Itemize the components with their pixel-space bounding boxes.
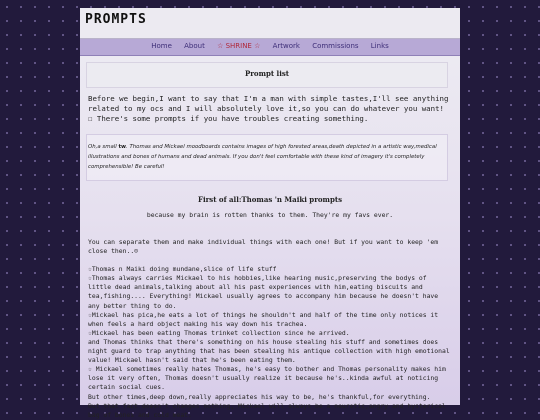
- page-title: Prompt list: [244, 69, 290, 78]
- prompt-list: [88, 238, 452, 420]
- nav-home-link[interactable]: Home: [151, 42, 172, 50]
- prompt-item: ☆Mickael has pica,he eats a lot of things he shouldn't and half of the time only notices it when feels a hard object making his way down his trachea.: [88, 310, 439, 328]
- prompt-item: But that fact doesn't changes nothing, Mickael will always be a neurotic,angry and hysterical bag of bones and cold meat.: [88, 401, 446, 419]
- section-title: First of all:Thomas 'n Maiki prompts: [197, 195, 343, 204]
- page-frame: [80, 8, 460, 419]
- prompt-item: ☆ Mickael sometimes really hates Thomas, he's easy to bother and Thomas personality makes him lose it very often, Thomas doesn't usually realize it because he's..kinda awful at noticing certain social cues.: [88, 365, 446, 392]
- nav-commissions-link[interactable]: Commissions: [312, 42, 359, 50]
- separate-note: You can separate them and make individual things with each one! But if you want to keep 'em close then..☺: [88, 238, 439, 256]
- site-title: PROMPTS: [85, 12, 147, 27]
- prompt-item: ☆Thomas n Maiki doing mundane,slice of life stuff: [88, 265, 277, 274]
- prompt-item: ☆Mickael has been eating Thomas trinket collection since he arrived.: [88, 328, 350, 337]
- nav-about-link[interactable]: About: [184, 42, 205, 50]
- page-title-box: [86, 62, 448, 88]
- nav-bar: [80, 39, 460, 56]
- section-note: because my brain is rotten thanks to them. They're my favs ever.: [146, 211, 394, 219]
- prompt-item: But other times,deep down,really appreciates his way to be, he's thankful,for everything.: [88, 392, 431, 401]
- main-content: [80, 56, 460, 419]
- nav-artwork-link[interactable]: Artwork: [272, 42, 300, 50]
- warning-lead: Oh,a small: [88, 144, 119, 150]
- site-header: [80, 8, 460, 39]
- nav-links-link[interactable]: Links: [370, 42, 389, 50]
- warning-tw: tw: [118, 144, 127, 150]
- trigger-warning: [88, 142, 450, 172]
- prompt-item: and Thomas thinks that there's something on his house stealing his stuff and sometimes does night guard to trap anything that has been stealing his antique collection with high emotional value! Mickael hasn't said that he's been eating them.: [88, 337, 450, 365]
- warning-text: . Thomas and Mickael moodboards contains images of high forested areas,death depicted in a artistic way,medical illustrations and bones of humans and dead animals. If you don't feel comfortable with these kind of imagery it's completely comprehensible! Be careful!: [88, 144, 437, 170]
- prompt-item: ☆Thomas always carries Mickael to his hobbies,like hearing music,preserving the bodys of little dead animals,talking about all his past experiences with him,eating biscuits and tea,fishing.... Everything! Mickael usually agrees to accompany him because he doesn't have any better thing to do.: [88, 274, 439, 310]
- nav-shrine-link[interactable]: ☆ SHRINE ☆: [217, 42, 261, 50]
- intro-paragraph: Before we begin,I want to say that I'm a man with simple tastes,I'll see anything related to my ocs and I will absolutely love it,so you can do whatever you want! ☐ There's some prompts if you have troubles creating something.: [88, 94, 449, 123]
